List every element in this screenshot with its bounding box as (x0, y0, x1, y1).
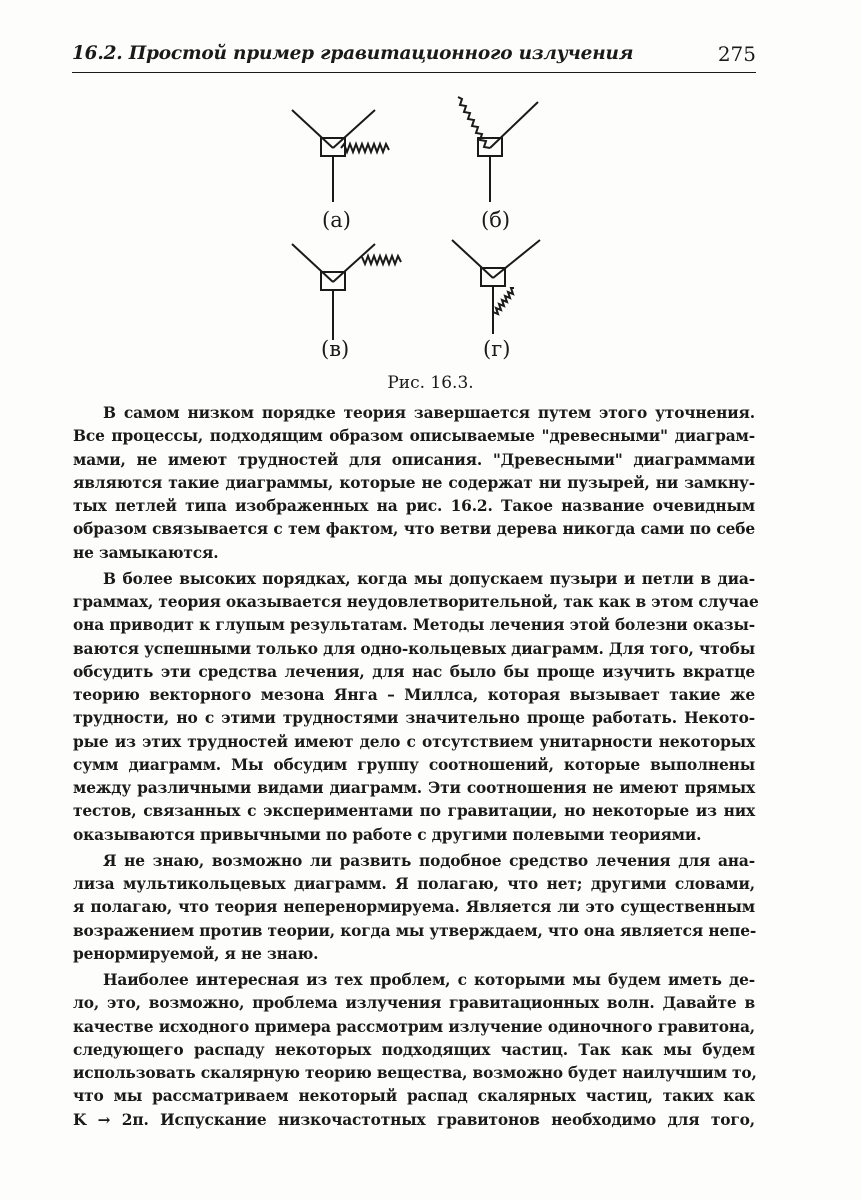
text-line: Наиболее интересная из тех проблем, с которыми мы будем иметь де- (103, 971, 755, 989)
text-line: обсудить эти средства лечения, для нас было бы проще изучить вкратце (73, 662, 755, 681)
panel-label-a: (а) (322, 208, 351, 232)
text-line: следующего распаду некоторых подходящих частиц. Так как мы будем (73, 1040, 755, 1059)
text-line: В более высоких порядках, когда мы допускаем пузыри и петли в диа- (103, 569, 755, 588)
text-line: ло, это, возможно, проблема излучения гравитационных волн. Давайте в (73, 994, 755, 1013)
panel-label-d: (г) (483, 337, 511, 361)
graviton-wavy-line-a (341, 144, 389, 152)
panel-label-c: (в) (321, 337, 350, 361)
diagram-a (292, 110, 389, 202)
text-line: K → 2π. Испускание низкочастотных гравитонов необходимо для того, (73, 1110, 755, 1129)
text-line: что мы рассматриваем некоторый распад скалярных частиц, таких как (73, 1087, 755, 1106)
text-line: рые из этих трудностей имеют дело с отсутствием унитарности некоторых (73, 732, 755, 751)
figure-caption: Рис. 16.3. (387, 373, 474, 393)
text-line: граммах, теория оказывается неудовлетворительной, так как в этом случае (73, 593, 759, 611)
paragraph (73, 969, 755, 1132)
graviton-wavy-line-b (458, 97, 490, 148)
graviton-wavy-line-d (493, 288, 514, 314)
text-line: Я не знаю, возможно ли развить подобное средство лечения для ана- (103, 851, 755, 870)
paragraph (73, 850, 755, 966)
text-line: образом связывается с тем фактом, что ветви дерева никогда сами по себе (73, 520, 755, 539)
text-line: она приводит к глупым результатам. Методы лечения этой болезни оказы- (73, 616, 755, 635)
text-line: ваются успешными только для одно-кольцевых диаграмм. Для того, чтобы (73, 639, 755, 658)
text-line: являются такие диаграммы, которые не содержат ни пузырей, ни замкну- (73, 473, 755, 492)
page-number: 275 (717, 42, 756, 66)
text-line: между различными видами диаграмм. Эти соотношения не имеют прямых (73, 779, 755, 797)
text-line: оказываются привычными по работе с другими полевыми теориями. (73, 825, 702, 844)
graviton-wavy-line-c (362, 256, 401, 264)
text-line: трудности, но с этими трудностями значительно проще работать. Некото- (73, 709, 755, 728)
text-line: качестве исходного примера рассмотрим излучение одиночного гравитона, (73, 1017, 755, 1036)
text-line: мами, не имеют трудностей для описания. "Древесными" диаграммами (73, 450, 755, 469)
text-line: тестов, связанных с экспериментами по гравитации, но некоторые из них (73, 802, 755, 821)
panel-label-b: (б) (481, 208, 511, 232)
text-line: лиза мультикольцевых диаграмм. Я полагаю, что нет; другими словами, (73, 875, 755, 893)
body-text (73, 402, 759, 1132)
feynman-diagram-figure (280, 92, 580, 372)
section-title: 16.2. Простой пример гравитационного излучения (72, 43, 634, 64)
text-line: сумм диаграмм. Мы обсудим группу соотношений, которые выполнены (73, 755, 755, 774)
text-line: я полагаю, что теория неперенормируема. Является ли это существенным (73, 898, 755, 917)
text-line: В самом низком порядке теория завершается путем этого уточнения. (103, 404, 755, 422)
text-line: Все процессы, подходящим образом описываемые "древесными" диаграм- (73, 427, 755, 446)
diagram-d (452, 240, 540, 334)
paragraph (73, 568, 759, 847)
text-line: тых петлей типа изображенных на рис. 16.2. Такое название очевидным (73, 497, 755, 515)
text-line: возражением против теории, когда мы утверждаем, что она является непе- (73, 921, 757, 940)
text-line: теорию векторного мезона Янга – Миллса, которая вызывает такие же (73, 686, 755, 704)
running-header (72, 40, 756, 73)
diagram-b (458, 97, 538, 202)
diagram-c (292, 244, 401, 340)
figure-svg (280, 92, 580, 372)
text-line: ренормируемой, я не знаю. (73, 944, 319, 963)
paragraph (73, 402, 755, 565)
text-line: использовать скалярную теорию вещества, возможно будет наилучшим то, (73, 1064, 757, 1082)
text-line: не замыкаются. (73, 543, 219, 562)
